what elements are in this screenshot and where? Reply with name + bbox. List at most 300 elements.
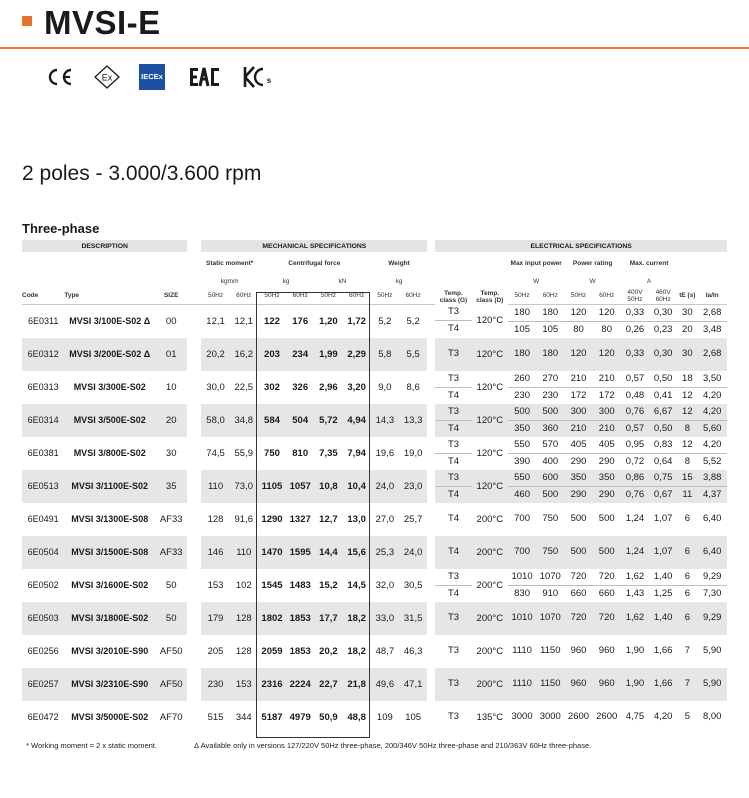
cell-ia-in-line: 2,68 — [702, 348, 722, 359]
cell-rating-50hz — [564, 304, 592, 338]
cell-force-kg-60hz: 1483 — [289, 579, 311, 591]
cell-temp-class-g-line: T4 — [447, 587, 460, 599]
cell-temp-class-g-line: T4 — [447, 546, 460, 557]
cell-current-460v-line: 0,83 — [649, 437, 677, 454]
cell-input-60hz — [536, 602, 564, 635]
cell-temp-class-g-line: T3 — [435, 304, 471, 321]
col-max-current: Max. current — [629, 259, 669, 267]
cell-static-50hz: 179 — [201, 602, 229, 635]
column-gap — [427, 503, 435, 536]
cell-input-50hz-line: 460 — [514, 488, 530, 500]
column-gap — [187, 701, 201, 734]
cell-ia-in-line: 4,20 — [697, 437, 727, 454]
cell-current-460v — [649, 470, 677, 503]
cell-input-50hz — [508, 470, 536, 503]
cell-rating-60hz-line: 720 — [598, 612, 615, 623]
cell-rating-60hz — [593, 602, 621, 635]
footnote-static-moment: * Working moment = 2 x static moment. — [26, 741, 157, 750]
cell-static-50hz: 74,5 — [206, 447, 225, 459]
cell-static-60hz: 55,9 — [234, 447, 254, 459]
cell-rating-50hz — [564, 635, 592, 668]
cell-input-60hz-line: 1070 — [539, 612, 561, 623]
cell-type: MVSI 3/2310E-S90 — [64, 668, 155, 701]
cell-current-400v-line: 1,90 — [625, 678, 645, 689]
cell-temp-class-g-line: T3 — [447, 711, 460, 722]
cell-rating-60hz-line: 290 — [598, 488, 615, 500]
table-row — [22, 437, 727, 470]
cell-temp-class-g — [435, 503, 471, 536]
cell-current-460v-line: 0,50 — [649, 371, 677, 388]
cell-rating-60hz — [593, 503, 621, 536]
cell-force-kn-60hz: 10,4 — [343, 470, 371, 503]
cell-static-50hz: 20,2 — [201, 338, 229, 371]
cell-input-60hz — [536, 503, 564, 536]
cell-force-kg-50hz: 302 — [264, 381, 280, 393]
cell-temp-class-d: 200°C — [476, 645, 504, 657]
cell-ia-in — [697, 536, 727, 569]
cell-ia-in — [697, 304, 727, 338]
cell-ia-in-line: 5,52 — [702, 455, 722, 467]
cell-rating-50hz-line: 210 — [564, 371, 592, 388]
cell-type: MVSI 3/300E-S02 — [73, 382, 146, 392]
cell-ia-in-line: 5,90 — [702, 678, 722, 689]
cell-size: AF70 — [159, 711, 183, 723]
cell-rating-50hz-line: 290 — [570, 455, 587, 467]
section-mechanical: MECHANICAL SPECIFICATIONS — [201, 240, 427, 252]
cell-temp-class-d: 200°C — [472, 668, 508, 701]
cell-temp-class-d: 120°C — [472, 338, 508, 371]
v460-60hz: 460V 60Hz — [649, 288, 677, 304]
cell-rating-50hz — [564, 701, 592, 734]
cell-input-60hz-line: 570 — [536, 437, 564, 454]
cell-current-460v-line: 1,40 — [649, 569, 677, 586]
cell-weight-60hz: 19,0 — [403, 447, 423, 459]
cell-current-400v-line: 1,62 — [625, 612, 645, 623]
cell-temp-class-g-line: T3 — [447, 678, 460, 689]
hz-in60: 60Hz — [536, 288, 564, 304]
cell-te — [677, 701, 697, 734]
cell-temp-class-d: 120°C — [472, 470, 508, 503]
cell-rating-50hz — [564, 668, 592, 701]
cell-current-460v-line: 1,25 — [653, 587, 673, 599]
column-gap — [187, 404, 201, 437]
cell-current-400v — [621, 437, 649, 470]
cell-te-line: 8 — [684, 455, 690, 467]
cell-force-kg-50hz: 203 — [258, 338, 286, 371]
cell-rating-60hz-line: 500 — [598, 513, 615, 524]
cell-force-kn-50hz: 2,96 — [319, 381, 338, 393]
cell-te-line: 5 — [684, 711, 690, 722]
cell-ia-in-line: 7,30 — [702, 587, 722, 599]
kcs-icon — [240, 62, 274, 92]
cell-rating-60hz — [593, 701, 621, 734]
col-power-rating: Power rating — [572, 259, 613, 267]
cell-weight-50hz: 32,0 — [375, 579, 395, 591]
cell-input-60hz-line: 500 — [536, 404, 564, 421]
cell-input-60hz — [536, 338, 564, 371]
cell-input-50hz — [508, 304, 536, 338]
cell-weight-60hz: 47,1 — [399, 668, 427, 701]
cell-static-60hz: 128 — [230, 602, 258, 635]
cell-code: 6E0502 — [27, 580, 59, 590]
cell-code: 6E0472 — [27, 712, 59, 722]
cell-rating-50hz-line: 290 — [570, 488, 587, 500]
column-gap — [427, 404, 435, 437]
cell-temp-class-d: 120°C — [472, 404, 508, 437]
unit-w-rating: W — [589, 277, 596, 285]
cell-code: 6E0312 — [22, 338, 64, 371]
cell-weight-60hz: 8,6 — [406, 381, 420, 393]
cell-te-line: 6 — [684, 513, 690, 524]
cell-force-kn-60hz: 15,6 — [343, 536, 371, 569]
cell-code: 6E0491 — [27, 514, 59, 524]
cell-force-kn-60hz: 21,8 — [343, 668, 371, 701]
cell-force-kg-50hz: 1105 — [258, 470, 286, 503]
cell-input-60hz-line: 750 — [542, 513, 559, 524]
cell-size: AF33 — [159, 513, 183, 525]
cell-static-50hz: 146 — [201, 536, 229, 569]
cell-temp-class-g-line: T4 — [447, 422, 460, 434]
cell-rating-60hz-line: 960 — [598, 678, 615, 689]
col-te: tE (s) — [677, 288, 697, 304]
cell-te-line: 12 — [682, 389, 693, 401]
cell-force-kg-50hz: 1802 — [258, 602, 286, 635]
cell-size: 01 — [155, 338, 187, 371]
cell-force-kn-50hz: 20,2 — [319, 645, 338, 657]
cell-current-460v — [649, 536, 677, 569]
ex-mark-icon — [94, 62, 120, 92]
cell-code: 6E0381 — [27, 448, 59, 458]
cell-static-60hz: 16,2 — [230, 338, 258, 371]
cell-rating-60hz-line: 660 — [598, 587, 615, 599]
unit-a: A — [646, 277, 652, 285]
cell-input-60hz — [536, 536, 564, 569]
cell-current-400v — [621, 470, 649, 503]
cell-type: MVSI 3/5000E-S02 — [71, 712, 149, 722]
cell-current-400v-line: 1,90 — [625, 645, 645, 656]
hz-pr50: 50Hz — [564, 288, 592, 304]
footnotes — [26, 741, 592, 750]
column-gap — [427, 668, 435, 701]
cell-static-60hz: 73,0 — [230, 470, 258, 503]
cell-weight-50hz: 24,0 — [371, 470, 399, 503]
cell-rating-60hz-line: 960 — [598, 645, 615, 656]
cell-static-60hz: 344 — [235, 711, 252, 723]
cell-force-kg-60hz: 810 — [292, 447, 309, 459]
cell-ia-in-line: 3,48 — [702, 323, 722, 335]
cell-input-50hz-line: 1110 — [512, 678, 532, 689]
cell-force-kn-60hz: 18,2 — [347, 645, 366, 657]
cell-ia-in — [697, 338, 727, 371]
cell-input-60hz-line: 180 — [542, 348, 559, 359]
hz-w50: 50Hz — [371, 288, 399, 304]
section-electrical: ELECTRICAL SPECIFICATIONS — [435, 240, 727, 252]
cell-input-60hz-line: 230 — [542, 389, 559, 401]
column-gap — [427, 536, 435, 569]
cell-te-line: 11 — [682, 488, 693, 500]
cell-rating-50hz-line: 350 — [564, 470, 592, 487]
cell-input-50hz — [508, 371, 536, 404]
cell-temp-class-g — [435, 338, 471, 371]
cell-type: MVSI 3/1800E-S02 — [64, 602, 155, 635]
page-title: MVSI-E — [44, 4, 161, 41]
col-static-moment: Static moment* — [205, 259, 254, 267]
cell-static-50hz: 230 — [201, 668, 229, 701]
cell-te-line: 8 — [684, 422, 690, 434]
cell-input-50hz — [508, 503, 536, 536]
cell-static-60hz: 153 — [230, 668, 258, 701]
cell-input-60hz-line: 3000 — [539, 711, 561, 722]
cell-temp-class-g — [435, 470, 471, 503]
svg-text:IECEx: IECEx — [141, 72, 163, 81]
cell-input-60hz-line: 105 — [542, 323, 559, 335]
cell-rating-50hz — [564, 536, 592, 569]
cell-ia-in-line: 4,37 — [702, 488, 722, 500]
spec-table — [22, 240, 727, 734]
cell-weight-60hz: 5,2 — [406, 315, 420, 327]
cell-current-400v-line: 0,57 — [625, 422, 645, 434]
cell-ia-in — [697, 371, 727, 404]
hz-in50: 50Hz — [508, 288, 536, 304]
cell-force-kn-50hz: 50,9 — [319, 711, 338, 723]
cell-rating-60hz-line: 172 — [598, 389, 615, 401]
cell-input-50hz-line: 1110 — [512, 645, 532, 656]
cell-force-kg-60hz: 1595 — [286, 536, 314, 569]
cell-rating-50hz — [564, 569, 592, 602]
cell-code: 6E0311 — [27, 316, 59, 326]
cell-force-kg-60hz: 504 — [286, 404, 314, 437]
cell-temp-class-g — [435, 701, 471, 734]
cell-weight-50hz: 27,0 — [375, 513, 395, 525]
unit-kn: kN — [338, 277, 347, 285]
v400-50hz: 400V 50Hz — [621, 288, 649, 304]
cell-input-50hz-line: 180 — [514, 348, 530, 359]
cell-code: 6E0257 — [22, 668, 64, 701]
column-gap — [187, 668, 201, 701]
cell-current-460v-line: 0,30 — [649, 305, 677, 322]
cell-rating-60hz — [593, 569, 621, 602]
footnote-delta: Δ Available only in versions 127/220V 50Hz three-phase, 200/346V 50Hz three-phase and 210/363V 60Hz three-phase. — [194, 741, 592, 750]
cell-rating-50hz-line: 300 — [564, 404, 592, 421]
cell-te — [677, 668, 697, 701]
cell-input-50hz-line: 260 — [508, 371, 536, 388]
cell-static-50hz: 110 — [201, 470, 229, 503]
cell-force-kn-50hz: 14,4 — [314, 536, 342, 569]
col-ia-in: Ia/In — [697, 288, 727, 304]
cell-input-50hz-line: 500 — [508, 404, 536, 421]
cell-current-460v — [649, 338, 677, 371]
cell-input-50hz — [508, 404, 536, 437]
column-gap — [427, 635, 435, 668]
cell-current-460v — [649, 304, 677, 338]
cell-force-kn-50hz: 22,7 — [314, 668, 342, 701]
cell-ia-in-line: 9,29 — [697, 569, 727, 586]
orange-square-marker — [22, 16, 32, 26]
table-row — [22, 668, 727, 701]
cell-temp-class-g-line: T4 — [447, 323, 460, 335]
cell-force-kg-50hz: 2316 — [258, 668, 286, 701]
cell-te-line: 12 — [677, 404, 697, 421]
cell-ia-in — [697, 701, 727, 734]
cell-rating-60hz-line: 350 — [593, 470, 621, 487]
cell-rating-60hz — [593, 304, 621, 338]
cell-temp-class-g — [435, 371, 471, 404]
table-row — [22, 569, 727, 602]
cell-ia-in-line: 4,20 — [697, 404, 727, 421]
cell-current-400v — [621, 404, 649, 437]
cell-te — [677, 470, 697, 503]
table-row — [22, 304, 727, 338]
cell-rating-50hz-line: 405 — [564, 437, 592, 454]
column-gap — [427, 602, 435, 635]
cell-force-kg-50hz: 2059 — [261, 645, 283, 657]
cell-te — [677, 404, 697, 437]
cell-current-400v — [621, 371, 649, 404]
cell-ia-in — [697, 503, 727, 536]
cell-force-kg-60hz: 1327 — [289, 513, 311, 525]
cell-input-50hz-line: 180 — [508, 305, 536, 322]
cell-te-line: 6 — [684, 612, 690, 623]
cell-input-50hz — [508, 668, 536, 701]
cell-rating-50hz — [564, 371, 592, 404]
cell-current-460v — [649, 569, 677, 602]
eac-icon — [188, 62, 222, 92]
cell-input-60hz — [536, 470, 564, 503]
cell-current-400v-line: 0,33 — [621, 305, 649, 322]
cell-current-400v-line: 0,76 — [625, 488, 645, 500]
iecex-icon — [138, 62, 166, 92]
cell-temp-class-g-line: T3 — [447, 348, 460, 359]
cell-force-kn-60hz: 18,2 — [343, 602, 371, 635]
cell-temp-class-d: 200°C — [476, 513, 504, 525]
cell-size: 50 — [155, 602, 187, 635]
cell-code: 6E0314 — [22, 404, 64, 437]
phase-heading: Three-phase — [22, 221, 100, 236]
column-gap — [187, 470, 201, 503]
cell-force-kn-60hz: 1,72 — [347, 315, 366, 327]
cell-force-kg-50hz: 1290 — [261, 513, 283, 525]
cell-code: 6E0504 — [22, 536, 64, 569]
cell-code: 6E0256 — [27, 646, 59, 656]
cell-weight-60hz: 23,0 — [399, 470, 427, 503]
table-row — [22, 536, 727, 569]
cell-rating-60hz-line: 405 — [593, 437, 621, 454]
cell-current-460v — [649, 602, 677, 635]
cell-size: 10 — [165, 381, 177, 393]
column-gap — [427, 437, 435, 470]
cell-input-60hz — [536, 404, 564, 437]
cell-ia-in-line: 3,88 — [697, 470, 727, 487]
cell-temp-class-d: 200°C — [476, 579, 504, 591]
cell-rating-60hz-line: 720 — [593, 569, 621, 586]
cell-static-60hz: 128 — [235, 645, 252, 657]
cell-current-400v — [621, 602, 649, 635]
cell-current-400v — [621, 503, 649, 536]
cell-te-line: 7 — [684, 678, 690, 689]
cell-force-kg-60hz: 4979 — [289, 711, 311, 723]
cell-temp-class-g — [435, 602, 471, 635]
cell-current-400v — [621, 536, 649, 569]
cell-te — [677, 304, 697, 338]
cell-rating-50hz-line: 80 — [573, 323, 584, 335]
cell-temp-class-g — [435, 304, 471, 338]
hz-kg60: 60Hz — [286, 288, 314, 304]
cell-temp-class-g-line: T3 — [435, 437, 471, 454]
cell-weight-50hz: 19,6 — [375, 447, 395, 459]
cell-te — [677, 371, 697, 404]
cell-temp-class-g-line: T4 — [447, 513, 460, 524]
col-centrifugal-force: Centrifugal force — [288, 259, 341, 267]
col-weight: Weight — [388, 259, 410, 267]
cell-current-400v-line: 0,95 — [621, 437, 649, 454]
cell-input-60hz — [536, 371, 564, 404]
header-rule — [0, 47, 749, 49]
cell-input-50hz — [508, 635, 536, 668]
cell-size: 20 — [155, 404, 187, 437]
cell-current-400v-line: 4,75 — [625, 711, 645, 722]
cell-ia-in — [697, 635, 727, 668]
cell-ia-in — [697, 437, 727, 470]
cell-force-kg-50hz: 1545 — [261, 579, 283, 591]
hz-pr60: 60Hz — [593, 288, 621, 304]
cell-force-kg-50hz: 1470 — [258, 536, 286, 569]
cell-ia-in-line: 6,40 — [702, 513, 722, 524]
cell-force-kn-60hz: 3,20 — [347, 381, 366, 393]
col-code: Code — [22, 288, 64, 304]
column-gap — [187, 304, 201, 338]
table-row — [22, 338, 727, 371]
cell-force-kn-60hz: 14,5 — [347, 579, 366, 591]
cell-temp-class-g-line: T3 — [435, 404, 471, 421]
svg-text:s: s — [266, 76, 272, 85]
cell-force-kn-60hz: 2,29 — [343, 338, 371, 371]
cell-input-50hz-line: 550 — [508, 470, 536, 487]
cell-temp-class-g-line: T3 — [435, 371, 471, 388]
cell-static-60hz: 22,5 — [234, 381, 254, 393]
cell-force-kn-60hz: 48,8 — [347, 711, 366, 723]
cell-current-400v-line: 0,33 — [625, 348, 645, 359]
cell-te — [677, 602, 697, 635]
cell-rating-50hz-line: 660 — [570, 587, 587, 599]
cell-force-kn-60hz: 7,94 — [347, 447, 366, 459]
cell-rating-60hz — [593, 470, 621, 503]
cell-rating-50hz — [564, 404, 592, 437]
cell-static-50hz: 30,0 — [206, 381, 225, 393]
cell-current-400v-line: 1,24 — [625, 546, 645, 557]
cell-static-60hz: 12,1 — [234, 315, 254, 327]
cell-weight-60hz: 24,0 — [399, 536, 427, 569]
cell-current-400v — [621, 668, 649, 701]
cell-rating-60hz-line: 120 — [593, 305, 621, 322]
cell-weight-60hz: 13,3 — [399, 404, 427, 437]
cell-ia-in-line: 5,90 — [702, 645, 722, 656]
cell-rating-50hz — [564, 437, 592, 470]
cell-weight-60hz: 105 — [405, 711, 422, 723]
cell-current-460v-line: 0,64 — [653, 455, 673, 467]
table-row — [22, 404, 727, 437]
cell-force-kn-60hz: 4,94 — [343, 404, 371, 437]
hz-w60: 60Hz — [399, 288, 427, 304]
cell-temp-class-g-line: T4 — [447, 389, 460, 401]
cell-force-kn-50hz: 5,72 — [314, 404, 342, 437]
cell-force-kg-50hz: 5187 — [261, 711, 283, 723]
cell-current-400v — [621, 304, 649, 338]
cell-current-400v — [621, 635, 649, 668]
cell-te-line: 30 — [677, 305, 697, 322]
cell-temp-class-d: 135°C — [476, 711, 504, 723]
unit-kg: kg — [282, 277, 290, 285]
cell-force-kn-50hz: 7,35 — [319, 447, 338, 459]
